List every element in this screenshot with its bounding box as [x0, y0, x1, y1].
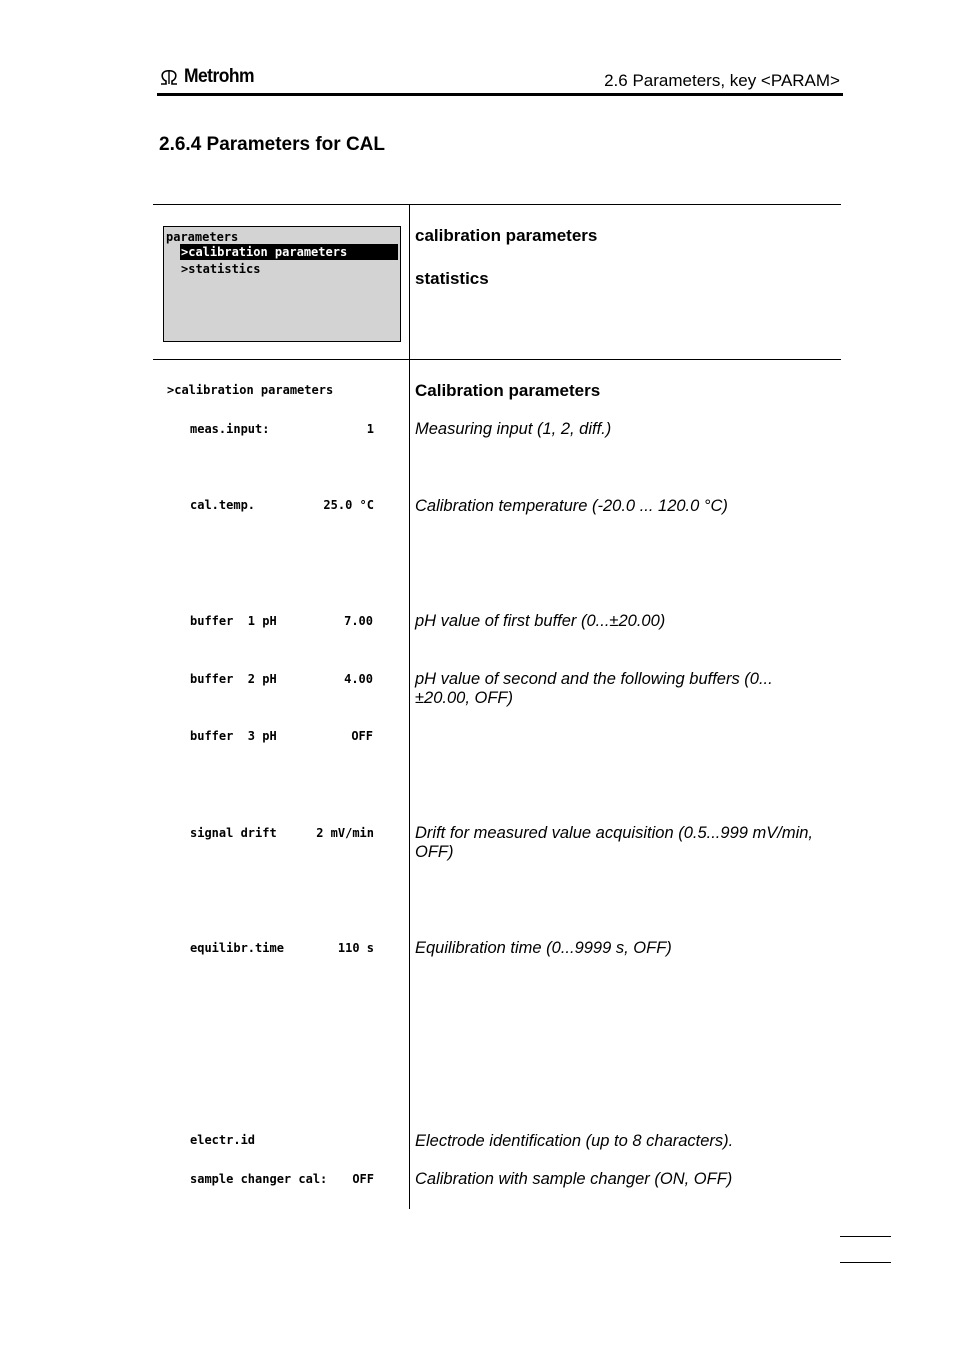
lcd-line-parameters: parameters: [166, 230, 239, 244]
param-name: buffer 3 pH: [190, 729, 277, 743]
param-description: Drift for measured value acquisition (0.5...999 mV/min, OFF): [415, 824, 814, 861]
brand-name: Metrohm: [184, 66, 254, 87]
param-value: OFF: [352, 1172, 374, 1186]
param-value: 2 mV/min: [316, 826, 374, 840]
param-name: cal.temp.: [190, 498, 256, 512]
param-description: Measuring input (1, 2, diff.): [415, 420, 612, 438]
param-name: buffer 2 pH: [190, 672, 277, 686]
footer-rule-top: [840, 1236, 891, 1237]
calibration-title: Calibration parameters: [415, 381, 601, 400]
param-name: buffer 1 pH: [190, 614, 277, 628]
param-name: meas.input:: [190, 422, 270, 436]
param-name: electr.id: [190, 1133, 256, 1147]
metrohm-logo: [158, 66, 260, 88]
omega-logo-icon: [158, 68, 180, 86]
param-name: sample changer cal:: [190, 1172, 328, 1186]
table-column-divider: [409, 204, 410, 1209]
param-description: Electrode identification (up to 8 characters).: [415, 1132, 734, 1150]
calibration-menu-label: >calibration parameters: [167, 383, 334, 397]
param-name: signal drift: [190, 826, 277, 840]
param-description: Calibration temperature (-20.0 ... 120.0 °C): [415, 497, 728, 515]
param-value: OFF: [351, 729, 373, 743]
lcd-selected-row: [180, 244, 398, 260]
param-description: Calibration with sample changer (ON, OFF): [415, 1170, 733, 1188]
footer-rule-bottom: [840, 1262, 891, 1263]
table-top-rule: [153, 204, 841, 205]
lcd-display: [163, 226, 401, 342]
param-description: pH value of first buffer (0...±20.00): [415, 612, 666, 630]
param-description: pH value of second and the following buffers (0...±20.00, OFF): [415, 670, 773, 707]
menu-desc-statistics: statistics: [415, 269, 489, 288]
param-name: equilibr.time: [190, 941, 284, 955]
menu-desc-calibration: calibration parameters: [415, 226, 598, 245]
param-value: 110 s: [337, 941, 374, 955]
table-row-divider: [153, 359, 841, 360]
header-divider: [157, 93, 843, 96]
section-title: 2.6 Parameters, key <PARAM>: [604, 71, 840, 90]
page-heading: 2.6.4 Parameters for CAL: [159, 134, 385, 155]
param-value: 1: [366, 422, 374, 436]
param-description: Equilibration time (0...9999 s, OFF): [415, 939, 672, 957]
param-value: 4.00: [344, 672, 373, 686]
param-value: 25.0 °C: [323, 498, 374, 512]
lcd-line-statistics: >statistics: [181, 262, 261, 276]
param-value: 7.00: [344, 614, 373, 628]
lcd-line-calibration: >calibration parameters: [181, 245, 348, 259]
